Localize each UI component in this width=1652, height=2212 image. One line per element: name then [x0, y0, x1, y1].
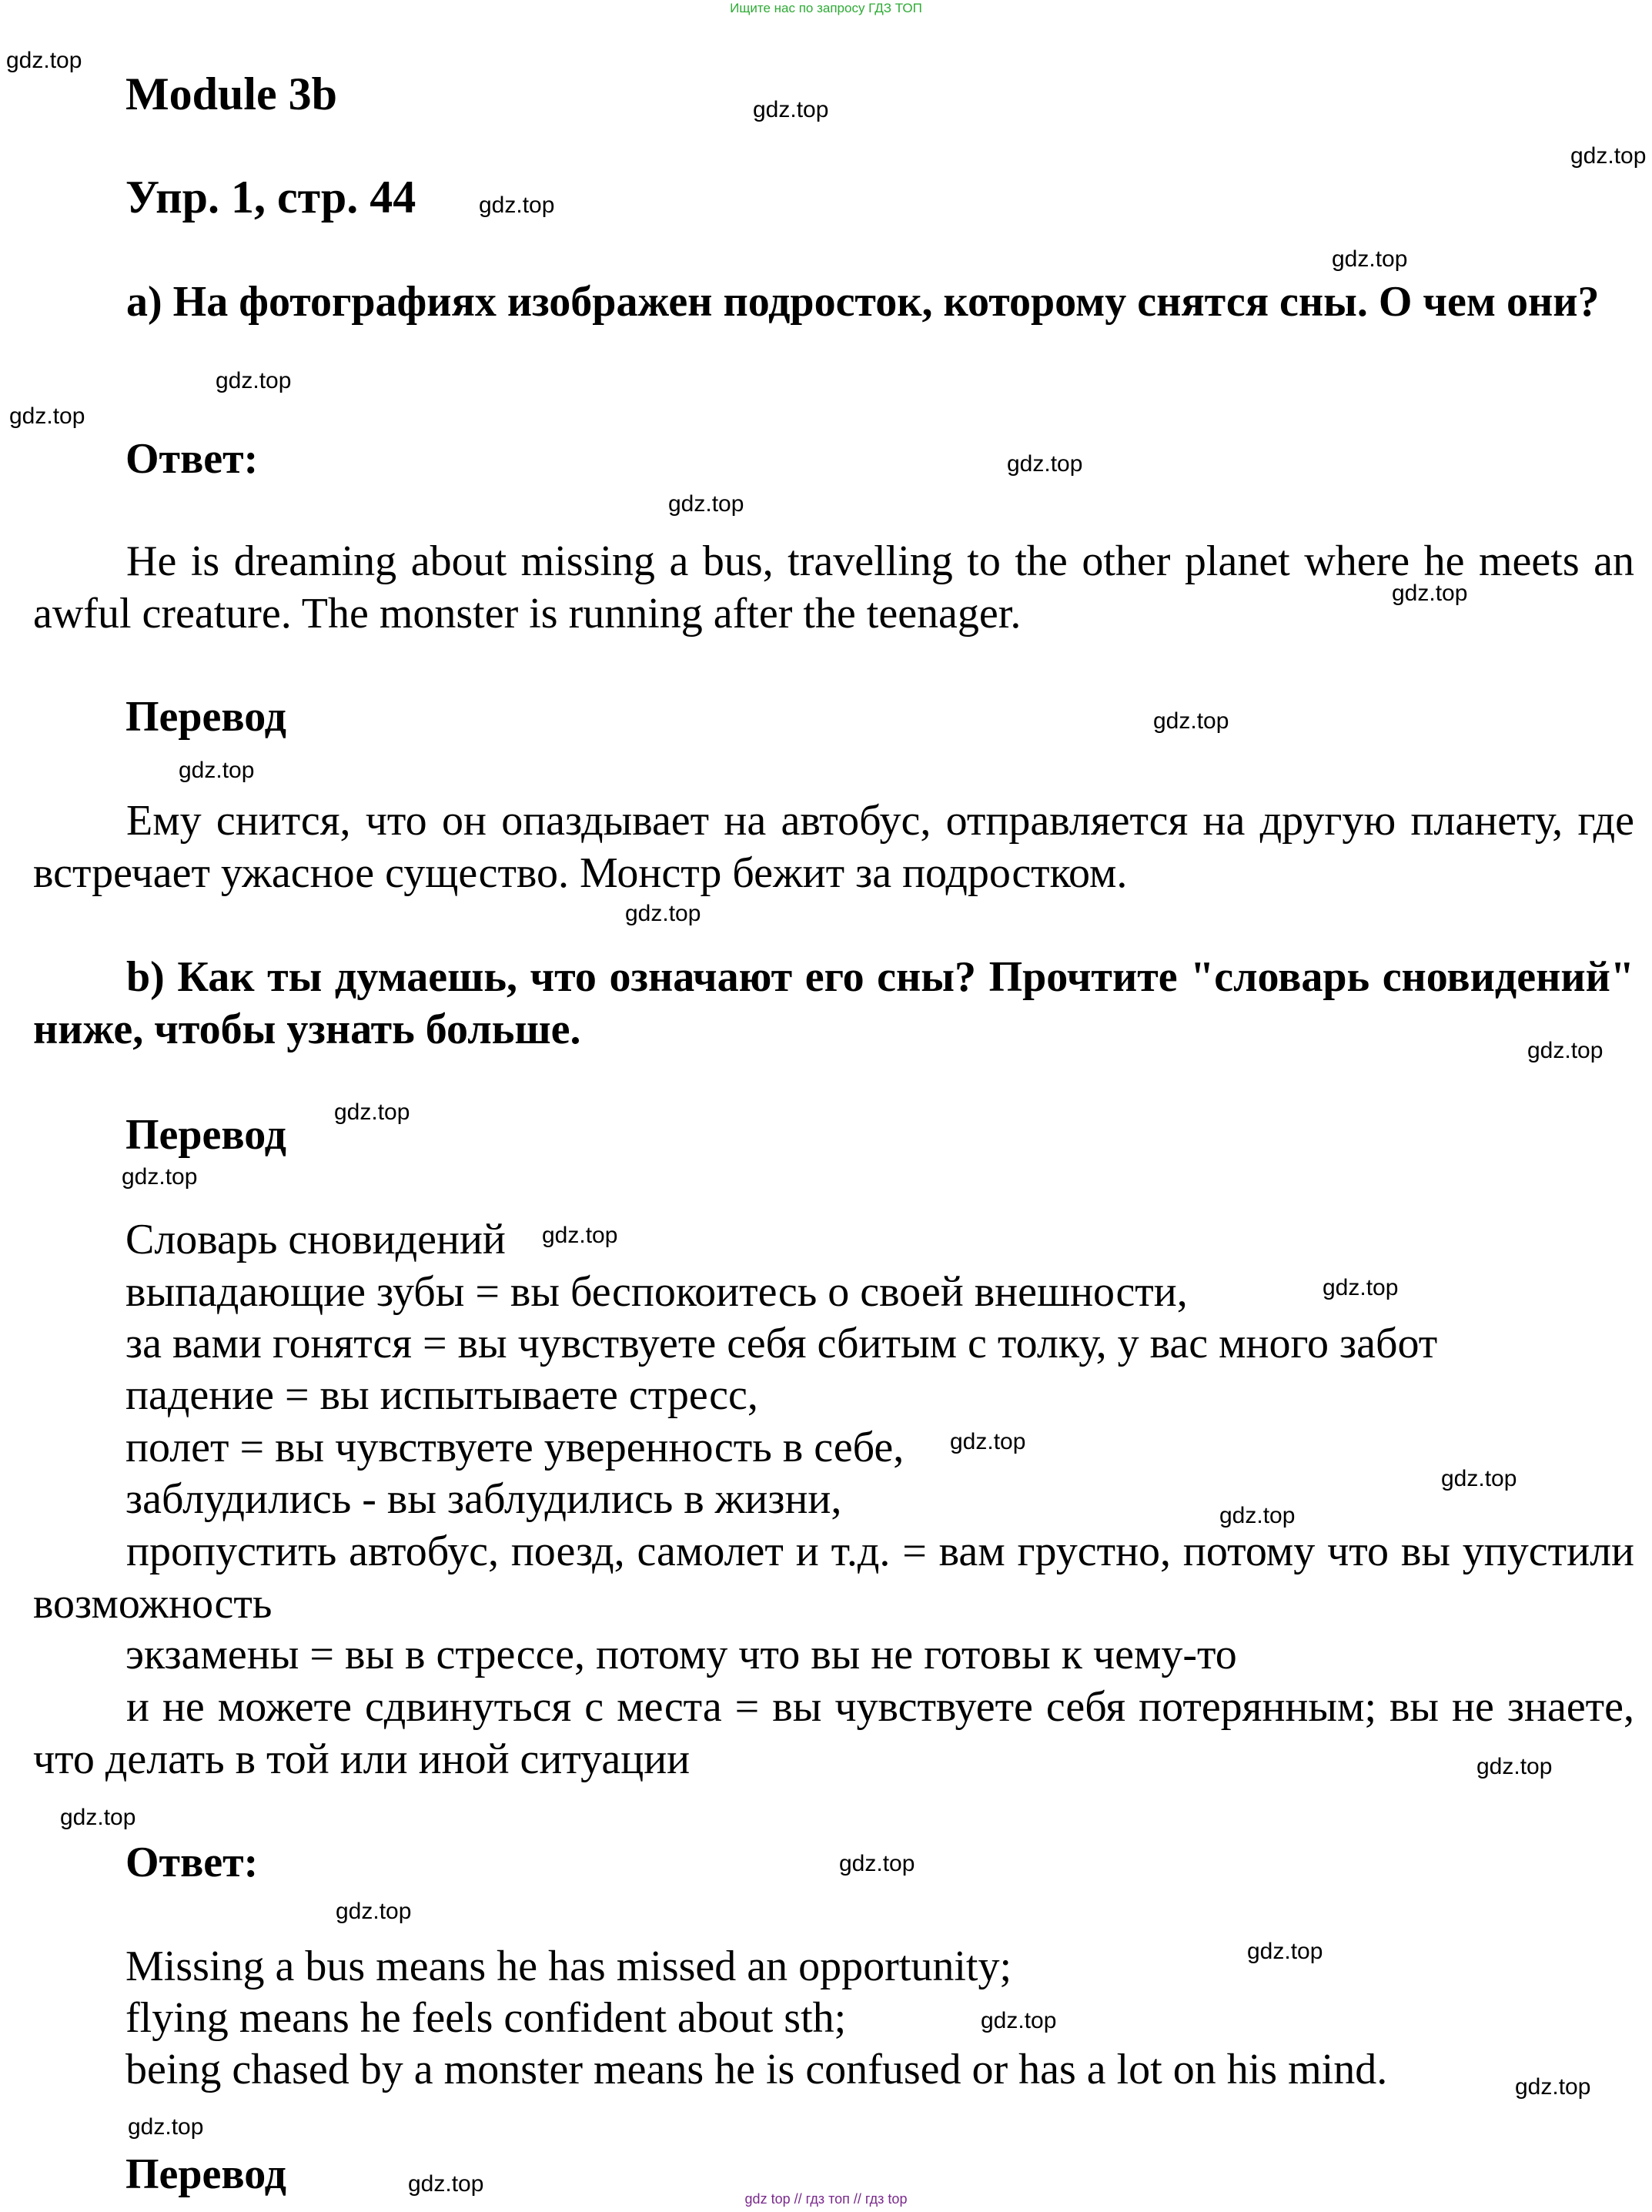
watermark: gdz.top: [1247, 1939, 1323, 1964]
watermark: gdz.top: [1007, 451, 1083, 477]
watermark: gdz.top: [334, 1099, 410, 1125]
watermark: gdz.top: [1332, 246, 1408, 272]
top-banner[interactable]: Ищите нас по запросу ГДЗ ТОП: [730, 1, 922, 15]
task-a-translation-label: Перевод: [125, 693, 286, 741]
watermark: gdz.top: [9, 403, 85, 429]
watermark: gdz.top: [1527, 1038, 1604, 1063]
watermark: gdz.top: [1515, 2074, 1591, 2100]
watermark: gdz.top: [60, 1805, 136, 1830]
module-title: Module 3b: [125, 69, 338, 119]
dictionary-line: за вами гонятся = вы чувствуете себя сбитым с толку, у вас много забот: [125, 1320, 1438, 1367]
task-b-final-translation-label: Перевод: [125, 2150, 286, 2198]
task-b-answer-label: Ответ:: [125, 1839, 259, 1886]
watermark: gdz.top: [6, 48, 82, 73]
watermark: gdz.top: [408, 2171, 484, 2197]
watermark: gdz.top: [839, 1851, 915, 1876]
task-b-answer-line: flying means he feels confident about sth;: [125, 1994, 847, 2042]
watermark: gdz.top: [1219, 1503, 1296, 1528]
task-a-translation-text: Ему снится, что он опаздывает на автобус, отправляется на другую планету, где встречает ужасное существо. Монстр бежит за подростком.: [33, 797, 1634, 897]
watermark: gdz.top: [179, 758, 255, 783]
watermark: gdz.top: [625, 901, 701, 926]
watermark: gdz.top: [216, 368, 292, 393]
dictionary-line: экзамены = вы в стрессе, потому что вы не готовы к чему-то: [125, 1631, 1237, 1678]
footer-links[interactable]: gdz top // гдз топ // гдз top: [744, 2191, 908, 2207]
task-a-question: a) На фотографиях изображен подросток, которому снятся сны. О чем они?: [126, 278, 1600, 326]
watermark: gdz.top: [1441, 1466, 1517, 1491]
watermark: gdz.top: [981, 2008, 1057, 2033]
task-b-answer-line: being chased by a monster means he is confused or has a lot on his mind.: [125, 2046, 1388, 2093]
task-a-answer-label: Ответ:: [125, 435, 259, 483]
dictionary-line: выпадающие зубы = вы беспокоитесь о своей внешности,: [125, 1268, 1188, 1316]
dictionary-line: полет = вы чувствуете уверенность в себе,: [125, 1424, 905, 1471]
dictionary-line: и не можете сдвинуться с места = вы чувствуете себя потерянным; вы не знаете, что делать в той или иной ситуации: [33, 1683, 1634, 1783]
watermark: gdz.top: [479, 192, 555, 218]
watermark: gdz.top: [950, 1429, 1026, 1454]
task-b-answer-line: Missing a bus means he has missed an opportunity;: [125, 1943, 1012, 1990]
watermark: gdz.top: [1476, 1754, 1553, 1779]
watermark: gdz.top: [128, 2114, 204, 2140]
dictionary-line: падение = вы испытываете стресс,: [125, 1371, 758, 1419]
exercise-title: Упр. 1, стр. 44: [125, 172, 416, 223]
watermark: gdz.top: [668, 491, 744, 517]
watermark: gdz.top: [542, 1223, 618, 1248]
dictionary-line: пропустить автобус, поезд, самолет и т.д. = вам грустно, потому что вы упустили возможность: [33, 1528, 1634, 1628]
watermark: gdz.top: [336, 1899, 412, 1924]
task-b-question: b) Как ты думаешь, что означают его сны? Прочтите "словарь сновидений" ниже, чтобы узнать больше.: [33, 953, 1634, 1053]
dictionary-title: Словарь сновидений: [125, 1216, 506, 1263]
dictionary-line: заблудились - вы заблудились в жизни,: [125, 1475, 842, 1523]
watermark: gdz.top: [1153, 708, 1229, 734]
watermark: gdz.top: [1570, 143, 1647, 169]
watermark: gdz.top: [1392, 581, 1468, 606]
task-b-translation-label: Перевод: [125, 1111, 286, 1159]
watermark: gdz.top: [753, 97, 829, 122]
watermark: gdz.top: [122, 1164, 198, 1190]
watermark: gdz.top: [1323, 1275, 1399, 1300]
task-a-answer-text: He is dreaming about missing a bus, travelling to the other planet where he meets an awful creature. The monster is running after the teenager.: [33, 537, 1634, 637]
